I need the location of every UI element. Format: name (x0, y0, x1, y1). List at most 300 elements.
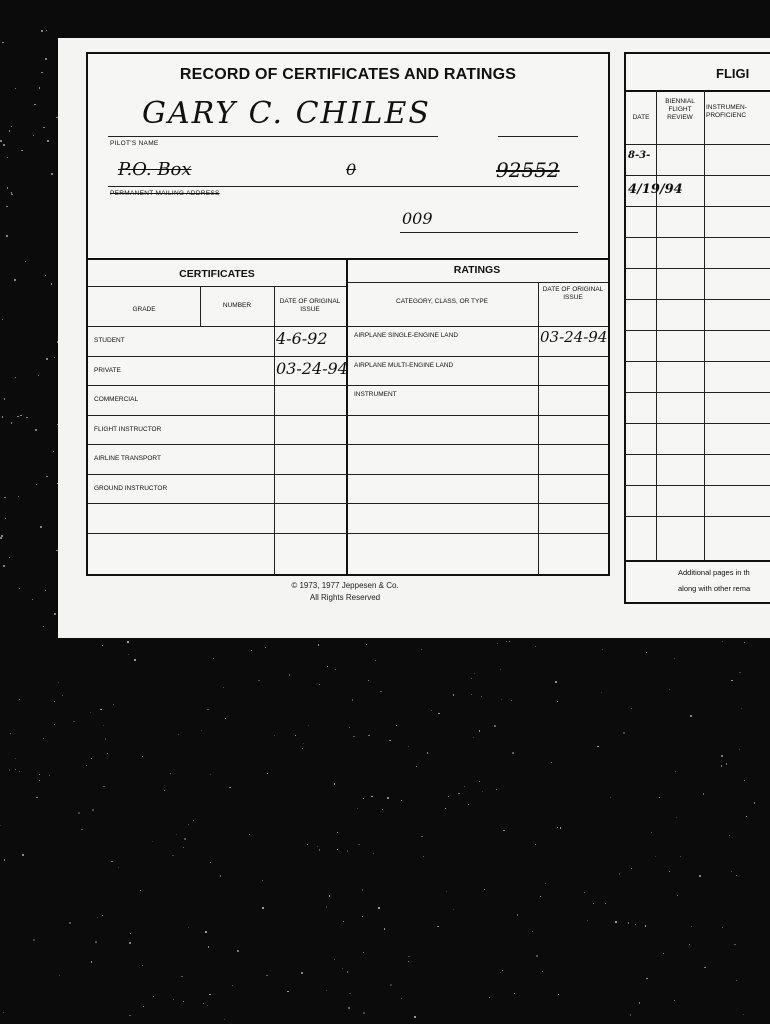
scan-speck (699, 875, 701, 877)
scan-speck (659, 797, 660, 798)
scan-speck (39, 774, 40, 775)
scan-speck (22, 854, 23, 855)
form-title: RECORD OF CERTIFICATES AND RATINGS (179, 66, 517, 83)
scan-speck (54, 613, 55, 614)
address2-underline (400, 232, 578, 233)
certificate-grade: PRIVATE (94, 366, 121, 374)
scan-speck (249, 834, 250, 835)
scan-speck (15, 377, 16, 378)
table-row-rule (88, 356, 608, 357)
scan-speck (674, 658, 675, 659)
scan-speck (103, 786, 105, 788)
scan-speck (423, 856, 424, 857)
scan-speck (502, 970, 503, 971)
scan-speck (143, 1006, 144, 1007)
address-label: PERMANENT MAILING ADDRESS (110, 190, 220, 197)
scan-speck (201, 730, 202, 731)
ratings-title: RATINGS (453, 264, 501, 276)
right-row-rule (626, 175, 770, 176)
scan-speck (375, 660, 376, 661)
scan-speck (387, 797, 389, 799)
certificates-form (86, 52, 610, 576)
scan-speck (178, 734, 179, 735)
scan-speck (92, 809, 94, 811)
scan-speck (593, 903, 594, 904)
scan-speck (43, 626, 44, 627)
rating-date: 03-24-94 (540, 328, 608, 346)
scan-speck (229, 787, 231, 789)
scan-speck (223, 687, 224, 688)
scan-speck (557, 827, 558, 828)
certificate-date: 03-24-94 (276, 358, 348, 378)
scan-speck (4, 497, 5, 498)
scan-speck (623, 732, 625, 734)
scan-speck (517, 914, 519, 916)
scan-speck (396, 725, 397, 726)
scan-speck (36, 797, 37, 798)
scan-speck (584, 892, 585, 893)
table-row-rule (88, 385, 608, 386)
scan-speck (45, 275, 46, 276)
scan-speck (232, 985, 233, 986)
scan-speck (371, 796, 372, 797)
table-row-rule (88, 503, 608, 504)
scan-speck (557, 701, 558, 702)
scan-speck (10, 733, 11, 734)
scan-speck (11, 126, 12, 127)
scan-speck (326, 906, 328, 908)
scan-speck (102, 915, 103, 916)
section-divider (346, 258, 348, 574)
scan-speck (32, 599, 33, 600)
scan-speck (25, 261, 26, 262)
certificates-title: CERTIFICATES (179, 268, 255, 280)
scan-speck (669, 689, 670, 690)
scan-speck (11, 194, 12, 195)
scan-speck (172, 855, 173, 856)
scan-speck (471, 694, 472, 695)
scan-speck (677, 895, 678, 896)
right-header-biennial: BIENNIAL FLIGHT REVIEW (665, 98, 695, 121)
scan-speck (111, 861, 112, 862)
scan-speck (43, 738, 44, 739)
scan-speck (389, 740, 391, 742)
scan-speck (739, 672, 741, 674)
scan-speck (127, 641, 129, 643)
scan-speck (26, 417, 27, 418)
scan-speck (615, 921, 617, 923)
scan-speck (532, 931, 533, 932)
scan-speck (6, 206, 7, 207)
scan-speck (362, 889, 363, 890)
scan-speck (2, 42, 3, 43)
scan-speck (722, 641, 723, 642)
scan-speck (721, 755, 723, 757)
scan-speck (501, 699, 502, 700)
table-row-rule (88, 474, 608, 475)
rating-category: INSTRUMENT (354, 391, 397, 398)
scan-speck (9, 557, 10, 558)
scan-speck (628, 922, 629, 923)
scan-speck (0, 825, 1, 826)
scan-speck (54, 724, 55, 725)
scan-speck (11, 422, 12, 423)
scan-speck (384, 928, 385, 929)
scan-speck (731, 871, 732, 872)
scan-speck (368, 680, 369, 681)
scan-speck (448, 796, 449, 797)
scan-speck (6, 235, 7, 236)
scan-speck (610, 797, 611, 798)
scan-speck (474, 673, 475, 674)
scan-speck (303, 743, 304, 744)
scan-speck (287, 991, 289, 993)
scan-speck (19, 771, 20, 772)
scan-speck (142, 965, 143, 966)
scan-speck (95, 941, 97, 943)
table-row-rule (88, 533, 608, 534)
scan-speck (408, 956, 410, 958)
scan-speck (754, 802, 756, 804)
right-col-1 (656, 90, 657, 560)
rating-category: AIRPLANE SINGLE-ENGINE LAND (354, 332, 459, 339)
scan-speck (489, 997, 490, 998)
scan-speck (690, 715, 692, 717)
scan-speck (53, 451, 54, 452)
scan-speck (78, 812, 80, 814)
scan-speck (743, 1014, 744, 1015)
scan-speck (401, 998, 402, 999)
scan-speck (427, 752, 429, 754)
scan-speck (36, 484, 37, 485)
right-footer-1: Additional pages in th (678, 568, 750, 577)
scan-speck (503, 830, 505, 832)
flight-panel-title: FLIGI (716, 66, 750, 81)
scan-speck (46, 476, 47, 477)
scan-speck (1, 535, 2, 536)
scan-speck (188, 927, 189, 928)
scan-speck (129, 942, 130, 943)
scan-speck (54, 701, 55, 702)
scan-speck (164, 790, 165, 791)
scan-speck (7, 187, 8, 188)
scan-speck (91, 758, 92, 759)
scan-speck (358, 844, 359, 845)
scan-speck (438, 713, 439, 714)
scan-speck (602, 649, 603, 650)
scan-speck (352, 699, 353, 700)
scan-speck (721, 765, 722, 766)
scan-speck (421, 836, 423, 838)
scan-speck (224, 1019, 225, 1020)
rights-text: All Rights Reserved (309, 593, 381, 602)
scan-speck (347, 850, 349, 852)
scan-speck (744, 780, 745, 781)
right-row-rule (626, 516, 770, 517)
scan-speck (726, 763, 727, 764)
certificate-grade: COMMERCIAL (94, 396, 139, 403)
scan-speck (62, 695, 63, 696)
right-row-date: 4/19/94 (628, 182, 683, 197)
scan-speck (500, 669, 501, 670)
scan-speck (274, 735, 275, 736)
right-footer-2: along with other rema (678, 584, 751, 593)
scan-speck (431, 710, 433, 712)
scan-speck (631, 708, 632, 709)
scan-speck (509, 641, 510, 642)
scan-speck (545, 883, 546, 884)
scan-speck (130, 933, 132, 935)
scan-speck (251, 650, 252, 651)
scan-speck (209, 994, 210, 995)
certificate-grade: AIRLINE TRANSPORT (94, 455, 161, 462)
scan-speck (91, 961, 93, 963)
scan-speck (307, 844, 308, 845)
scan-speck (47, 140, 48, 141)
scan-speck (349, 993, 350, 994)
scan-speck (343, 921, 344, 922)
scan-speck (262, 880, 263, 881)
scan-speck (262, 907, 263, 908)
scan-speck (265, 647, 266, 648)
scan-speck (319, 849, 320, 850)
scan-speck (542, 971, 543, 972)
scan-speck (337, 832, 338, 833)
scan-speck (481, 696, 483, 698)
scan-speck (118, 867, 119, 868)
right-row-rule (626, 423, 770, 424)
scan-speck (739, 749, 740, 750)
scan-speck (266, 975, 267, 976)
scan-speck (416, 766, 417, 767)
rating-category: AIRPLANE MULTI-ENGINE LAND (354, 361, 454, 369)
scan-speck (21, 150, 22, 151)
scan-speck (482, 791, 484, 793)
scan-speck (514, 993, 515, 994)
scan-speck (382, 809, 384, 811)
copyright-notice (270, 580, 420, 604)
scan-speck (2, 319, 3, 320)
right-title-rule (626, 90, 770, 92)
scan-speck (58, 682, 59, 683)
scan-speck (337, 849, 338, 850)
scan-speck (113, 704, 114, 705)
right-row-rule (626, 206, 770, 207)
scan-speck (655, 856, 656, 857)
scan-speck (2, 416, 3, 417)
scan-speck (675, 771, 676, 772)
scan-speck (308, 725, 309, 726)
scan-speck (674, 1000, 675, 1001)
scan-speck (86, 765, 87, 766)
scan-speck (348, 1007, 350, 1009)
scan-speck (729, 835, 730, 836)
right-row-rule (626, 144, 770, 145)
table-row-rule (88, 326, 608, 327)
scan-speck (319, 684, 320, 685)
scan-speck (536, 955, 538, 957)
scan-speck (20, 415, 21, 416)
scan-speck (19, 588, 20, 589)
right-header-instrument: INSTRUMEN- PROFICIENC (706, 104, 747, 119)
scan-speck (484, 889, 485, 890)
scan-speck (46, 30, 47, 31)
scan-speck (506, 641, 507, 642)
scan-speck (34, 104, 35, 105)
scan-speck (213, 658, 215, 660)
scan-speck (597, 746, 598, 747)
scan-speck (203, 1003, 204, 1004)
scan-speck (19, 699, 20, 700)
scan-speck (342, 968, 343, 969)
scan-speck (453, 694, 454, 695)
scan-speck (170, 773, 171, 774)
scan-speck (468, 804, 469, 805)
scan-speck (207, 709, 209, 711)
scan-speck (363, 798, 364, 799)
right-row-rule (626, 237, 770, 238)
scan-speck (210, 862, 211, 863)
right-row-date: 8-3- (628, 150, 651, 161)
scan-speck (408, 961, 409, 962)
scan-speck (479, 730, 481, 732)
scan-speck (669, 871, 670, 872)
scan-speck (35, 429, 36, 430)
scan-speck (619, 873, 620, 874)
scan-speck (153, 996, 154, 997)
scan-speck (3, 144, 4, 145)
right-row-rule (626, 392, 770, 393)
name-underline (108, 136, 438, 137)
right-row-rule (626, 485, 770, 486)
scan-speck (258, 680, 259, 681)
scan-speck (731, 680, 732, 681)
scan-speck (326, 990, 327, 991)
scan-speck (3, 1012, 4, 1013)
scan-speck (680, 856, 681, 857)
scan-speck (142, 756, 143, 757)
right-footer-rule (626, 560, 770, 562)
scan-speck (176, 834, 178, 836)
scan-speck (373, 853, 374, 854)
rating-title-rule (346, 282, 608, 283)
scan-speck (445, 808, 446, 809)
scan-speck (81, 829, 82, 830)
scan-speck (494, 725, 496, 727)
scan-speck (651, 832, 653, 834)
address-underline (108, 186, 578, 187)
scan-speck (134, 659, 136, 661)
scan-speck (601, 692, 602, 693)
table-row-rule (88, 415, 608, 416)
zip-code: 92552 (496, 158, 560, 182)
scan-speck (363, 1012, 365, 1014)
scan-speck (703, 793, 705, 795)
scan-speck (289, 674, 290, 675)
address-line-2: 009 (402, 209, 433, 228)
scan-speck (366, 644, 367, 645)
scan-speck (41, 30, 42, 31)
scan-speck (173, 999, 174, 1000)
pilot-name-label: PILOT'S NAME (110, 140, 159, 147)
cert-title-rule (88, 286, 346, 287)
right-col-2 (704, 90, 705, 560)
scan-speck (17, 416, 18, 417)
scan-speck (39, 780, 40, 781)
scan-speck (220, 875, 221, 876)
scan-speck (635, 924, 636, 925)
scan-speck (69, 922, 70, 923)
scan-speck (45, 58, 46, 59)
scan-speck (40, 526, 41, 527)
scan-speck (741, 708, 742, 709)
flight-review-form (624, 52, 770, 604)
header-grade: GRADE (132, 306, 156, 313)
scan-speck (560, 827, 562, 829)
scan-speck (378, 907, 380, 909)
table-row-rule (88, 444, 608, 445)
header-number: NUMBER (222, 302, 252, 309)
scan-speck (140, 890, 141, 891)
right-row-rule (626, 361, 770, 362)
scan-speck (7, 157, 8, 158)
scan-speck (496, 789, 498, 791)
scan-speck (107, 753, 108, 754)
scan-speck (267, 773, 268, 774)
scan-speck (105, 738, 106, 739)
scan-speck (535, 646, 536, 647)
scan-speck (295, 735, 296, 736)
scan-speck (100, 709, 102, 711)
scan-speck (500, 972, 501, 973)
scan-speck (0, 537, 1, 538)
scan-speck (3, 565, 4, 566)
scan-speck (327, 666, 328, 667)
scan-speck (103, 725, 104, 726)
scan-speck (464, 786, 465, 787)
grade-number-divider (200, 286, 201, 326)
scan-speck (646, 652, 647, 653)
scan-speck (14, 279, 15, 280)
certificate-date: 4-6-92 (276, 329, 328, 348)
scan-speck (335, 669, 337, 671)
scan-speck (353, 736, 355, 738)
scan-speck (512, 752, 514, 754)
scan-speck (51, 173, 52, 174)
right-row-rule (626, 299, 770, 300)
scan-speck (453, 909, 454, 910)
scan-speck (128, 654, 129, 655)
scan-speck (347, 971, 348, 972)
scan-speck (4, 859, 6, 861)
scan-speck (97, 917, 99, 919)
scan-speck (646, 978, 648, 980)
header-category: CATEGORY, CLASS, OR TYPE (396, 298, 488, 305)
scan-speck (458, 793, 460, 795)
scan-speck (558, 994, 559, 995)
scan-speck (45, 590, 46, 591)
scan-speck (349, 727, 350, 728)
scan-speck (183, 1001, 184, 1002)
scan-speck (41, 72, 42, 73)
scan-speck (511, 700, 512, 701)
scan-speck (318, 644, 319, 645)
scan-speck (746, 816, 747, 817)
scan-speck (59, 975, 60, 976)
scan-speck (225, 718, 226, 719)
scan-speck (301, 972, 302, 973)
scan-speck (18, 496, 19, 497)
